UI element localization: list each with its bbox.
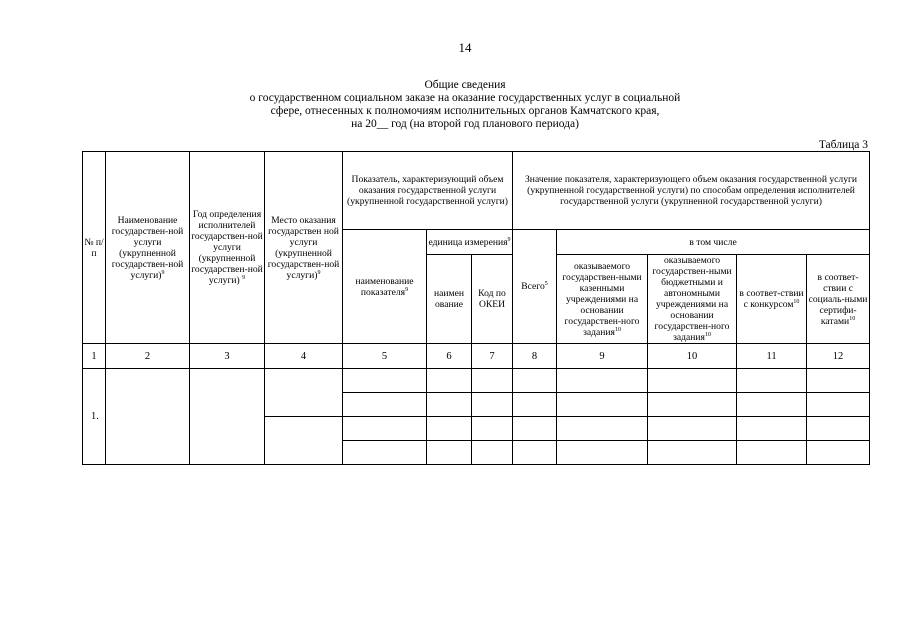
table-cell[interactable]: [807, 417, 870, 441]
table-cell[interactable]: [648, 441, 737, 465]
page-number: 14: [458, 40, 472, 55]
header-cell-including: в том числе: [557, 230, 870, 255]
column-number: 6: [427, 344, 472, 369]
table-cell[interactable]: [343, 417, 427, 441]
header-cell-state-institutions: оказываемого государствен-ными казенными учреждениями на основании государствен-ного задания$^{10}$: [557, 255, 648, 344]
column-number: 10: [648, 344, 737, 369]
data-table: [82, 151, 870, 465]
table-cell[interactable]: [513, 417, 557, 441]
table-label: Таблица 3: [818, 139, 868, 151]
table-cell[interactable]: [472, 369, 513, 393]
table-cell[interactable]: [513, 393, 557, 417]
header-cell-year: Год определения исполнителей государствен-ной услуги (укрупненной государствен-ной услуги) $^9$: [190, 152, 265, 344]
table-cell[interactable]: [265, 417, 343, 465]
table-cell[interactable]: [807, 393, 870, 417]
column-number: 5: [343, 344, 427, 369]
table-cell[interactable]: [513, 441, 557, 465]
column-number: 8: [513, 344, 557, 369]
header-row: [83, 152, 870, 230]
table-cell[interactable]: [557, 369, 648, 393]
header-cell-okei: Код по ОКЕИ: [472, 255, 513, 344]
table-cell[interactable]: [648, 393, 737, 417]
column-number: 12: [807, 344, 870, 369]
header-cell-value-group: Значение показателя, характеризующего объем оказания государственной услуги (укрупненной государственной услуги) по способам определения исполнителей государственной услуги (укрупненной государственной услуги): [513, 152, 870, 230]
table-cell[interactable]: [737, 369, 807, 393]
table-cell[interactable]: [427, 441, 472, 465]
header-cell-unit: единица измерения$^9$: [427, 230, 513, 255]
table-cell[interactable]: [648, 369, 737, 393]
table-row: [83, 369, 870, 393]
table-cell[interactable]: [427, 417, 472, 441]
header-cell-place: Место оказания государствен ной услуги (укрупненной государствен-ной услуги)$^9$: [265, 152, 343, 344]
row-number: 1.: [83, 369, 106, 465]
header-cell-budget-institutions: оказываемого государствен-ными бюджетными и автономными учреждениями на основании государствен-ного задания$^{10}$: [648, 255, 737, 344]
table-cell[interactable]: [265, 369, 343, 417]
header-cell-total: Всего$^5$: [513, 230, 557, 344]
table-cell[interactable]: [807, 441, 870, 465]
table-cell[interactable]: [427, 369, 472, 393]
table-cell[interactable]: [343, 393, 427, 417]
table-cell[interactable]: [648, 417, 737, 441]
column-number: 4: [265, 344, 343, 369]
table-cell[interactable]: [190, 369, 265, 465]
title-line: на 20__ год (на второй год планового периода): [351, 118, 579, 130]
table-cell[interactable]: [343, 441, 427, 465]
title-line: сфере, отнесенных к полномочиям исполнительных органов Камчатского края,: [270, 105, 660, 117]
table-cell[interactable]: [737, 393, 807, 417]
table-cell[interactable]: [557, 393, 648, 417]
table-cell[interactable]: [472, 441, 513, 465]
table-cell[interactable]: [427, 393, 472, 417]
header-cell-certificates: в соответ-ствии с социаль-ными сертифи-катами$^{10}$: [807, 255, 870, 344]
table-cell[interactable]: [737, 441, 807, 465]
header-cell-service-name: Наименование государствен-ной услуги (укрупненной государствен-ной услуги)$^9$: [106, 152, 190, 344]
column-number: 3: [190, 344, 265, 369]
column-number: 11: [737, 344, 807, 369]
header-cell-num: № п/п: [83, 152, 106, 344]
document-title: [0, 79, 905, 131]
table-cell[interactable]: [557, 417, 648, 441]
table-cell[interactable]: [513, 369, 557, 393]
column-number: 9: [557, 344, 648, 369]
column-number: 7: [472, 344, 513, 369]
table-cell[interactable]: [343, 369, 427, 393]
column-number: 2: [106, 344, 190, 369]
header-cell-indicator-group: Показатель, характеризующий объем оказания государственной услуги (укрупненной государственной услуги): [343, 152, 513, 230]
header-cell-unit-name: наимен ование: [427, 255, 472, 344]
table-cell[interactable]: [807, 369, 870, 393]
title-line: о государственном социальном заказе на оказание государственных услуг в социальной: [249, 92, 681, 104]
table-cell[interactable]: [557, 441, 648, 465]
table-cell[interactable]: [472, 417, 513, 441]
column-number-row: [83, 344, 870, 369]
table-cell[interactable]: [106, 369, 190, 465]
column-number: 1: [83, 344, 106, 369]
table-cell[interactable]: [737, 417, 807, 441]
header-cell-competition: в соответ-ствии с конкурсом$^{10}$: [737, 255, 807, 344]
title-line: Общие сведения: [424, 79, 506, 91]
table-cell[interactable]: [472, 393, 513, 417]
header-cell-indicator-name: наименование показателя$^9$: [343, 230, 427, 344]
